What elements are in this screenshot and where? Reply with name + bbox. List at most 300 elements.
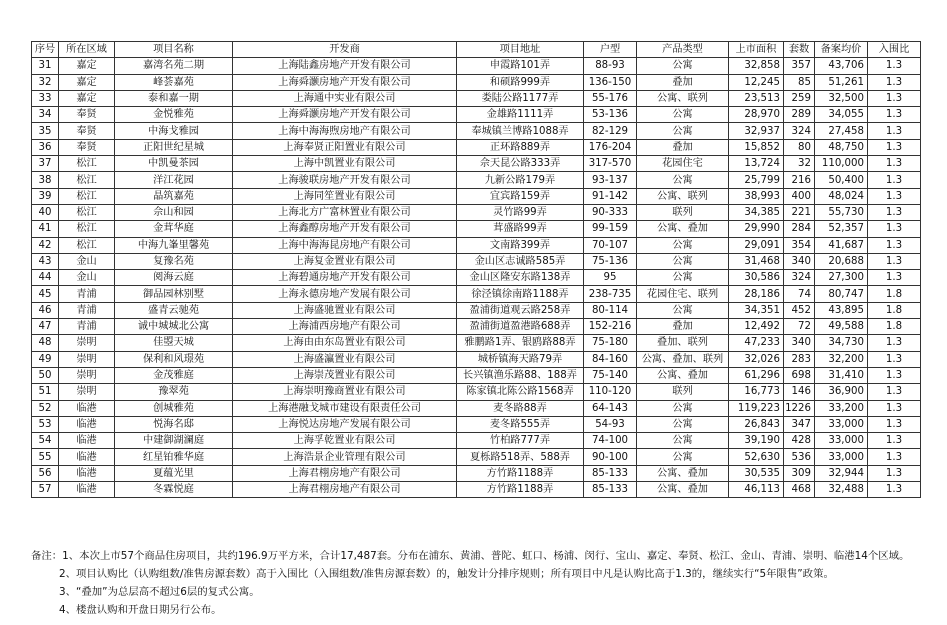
col-units-cell: 324 [784, 123, 815, 139]
col-product-type-cell: 叠加 [637, 74, 729, 90]
col-district-cell: 临港 [59, 416, 115, 432]
col-developer-cell: 上海陆鑫房地产开发有限公司 [233, 58, 457, 74]
table-row [32, 172, 921, 188]
col-address-cell: 金山区隆安东路138弄 [457, 270, 584, 286]
col-ratio-cell: 1.3 [868, 74, 921, 90]
col-developer-cell: 上海由由东岛置业有限公司 [233, 335, 457, 351]
note-3: 3、“叠加”为总层高不超过6层的复式公寓。 [59, 586, 260, 598]
col-avg-price-cell: 43,706 [815, 58, 868, 74]
col-unit-size-cell: 91-142 [584, 188, 637, 204]
col-units-cell: 536 [784, 449, 815, 465]
col-address-cell: 正环路889弄 [457, 139, 584, 155]
col-district-cell: 奉贤 [59, 107, 115, 123]
note-1: 备注：1、本次上市57个商品住房项目，共约196.9万平方米，合计17,487套。分布在浦东、黄浦、普陀、虹口、杨浦、闵行、宝山、嘉定、奉贤、松江、金山、青浦、崇明、临港14个区域。 [31, 550, 910, 562]
col-seq-cell: 39 [32, 188, 59, 204]
col-avg-price-cell: 51,261 [815, 74, 868, 90]
col-ratio-cell: 1.3 [868, 400, 921, 416]
table-body [32, 58, 921, 498]
col-seq-cell: 45 [32, 286, 59, 302]
col-product-type-header: 产品类型 [637, 42, 729, 58]
col-project-name-cell: 复豫名苑 [115, 253, 233, 269]
col-developer-cell: 上海同笙置业有限公司 [233, 188, 457, 204]
col-area-header: 上市面积 [729, 42, 784, 58]
col-product-type-cell: 叠加、联列 [637, 335, 729, 351]
col-avg-price-cell: 33,000 [815, 449, 868, 465]
col-project-name-cell: 中建御湖澜庭 [115, 433, 233, 449]
col-district-cell: 临港 [59, 482, 115, 498]
col-district-cell: 崇明 [59, 351, 115, 367]
col-avg-price-cell: 31,410 [815, 367, 868, 383]
col-product-type-cell: 公寓 [637, 123, 729, 139]
col-units-cell: 354 [784, 237, 815, 253]
col-district-cell: 嘉定 [59, 90, 115, 106]
note-2: 2、项目认购比（认购组数/准售房源套数）高于入围比（入围组数/准售房源套数）的，触发计分排序规则；所有项目中凡是认购比高于1.3的，继续实行“5年限售”政策。 [59, 568, 834, 580]
col-developer-cell: 上海崇明豫商置业有限公司 [233, 384, 457, 400]
col-ratio-cell: 1.8 [868, 286, 921, 302]
col-district-cell: 崇明 [59, 384, 115, 400]
col-unit-size-cell: 75-136 [584, 253, 637, 269]
col-ratio-cell: 1.3 [868, 416, 921, 432]
col-address-cell: 雅鹏路1弄、银鸥路88弄 [457, 335, 584, 351]
col-ratio-cell: 1.8 [868, 319, 921, 335]
col-ratio-cell: 1.3 [868, 90, 921, 106]
col-seq-cell: 46 [32, 302, 59, 318]
col-product-type-cell: 公寓 [637, 172, 729, 188]
table-row [32, 449, 921, 465]
col-district-cell: 奉贤 [59, 139, 115, 155]
table-row [32, 270, 921, 286]
col-seq-header: 序号 [32, 42, 59, 58]
col-units-cell: 1226 [784, 400, 815, 416]
col-product-type-cell: 公寓 [637, 253, 729, 269]
col-area-cell: 13,724 [729, 156, 784, 172]
col-product-type-cell: 公寓 [637, 302, 729, 318]
col-address-cell: 灵竹路99弄 [457, 204, 584, 220]
note-4: 4、楼盘认购和开盘日期另行公布。 [59, 604, 222, 616]
col-area-cell: 38,993 [729, 188, 784, 204]
table-row [32, 335, 921, 351]
col-address-header: 项目地址 [457, 42, 584, 58]
col-district-cell: 临港 [59, 433, 115, 449]
col-area-cell: 29,091 [729, 237, 784, 253]
col-area-cell: 119,223 [729, 400, 784, 416]
table-row [32, 204, 921, 220]
col-seq-cell: 56 [32, 465, 59, 481]
col-unit-size-cell: 54-93 [584, 416, 637, 432]
col-ratio-header: 入围比 [868, 42, 921, 58]
col-project-name-cell: 金茸华庭 [115, 221, 233, 237]
col-ratio-cell: 1.3 [868, 367, 921, 383]
col-address-cell: 文南路399弄 [457, 237, 584, 253]
col-area-cell: 32,026 [729, 351, 784, 367]
col-avg-price-cell: 55,730 [815, 204, 868, 220]
col-project-name-cell: 嘉湾名苑二期 [115, 58, 233, 74]
table-row [32, 123, 921, 139]
col-project-name-cell: 诚中城城北公寓 [115, 319, 233, 335]
col-project-name-cell: 红星铂雅华庭 [115, 449, 233, 465]
table-row [32, 286, 921, 302]
col-district-cell: 奉贤 [59, 123, 115, 139]
col-seq-cell: 37 [32, 156, 59, 172]
table-row [32, 433, 921, 449]
col-units-cell: 85 [784, 74, 815, 90]
col-address-cell: 城桥镇海天路79弄 [457, 351, 584, 367]
table-row [32, 90, 921, 106]
col-project-name-cell: 正阳世纪星城 [115, 139, 233, 155]
col-area-cell: 12,245 [729, 74, 784, 90]
table-row [32, 367, 921, 383]
col-project-name-cell: 盛青云驰苑 [115, 302, 233, 318]
col-seq-cell: 43 [32, 253, 59, 269]
col-unit-size-cell: 95 [584, 270, 637, 286]
col-product-type-cell: 公寓、联列 [637, 188, 729, 204]
col-product-type-cell: 公寓 [637, 400, 729, 416]
col-ratio-cell: 1.3 [868, 172, 921, 188]
col-area-cell: 28,186 [729, 286, 784, 302]
col-seq-cell: 57 [32, 482, 59, 498]
col-seq-cell: 34 [32, 107, 59, 123]
col-unit-size-cell: 64-143 [584, 400, 637, 416]
col-address-cell: 盈浦街道盈港路688弄 [457, 319, 584, 335]
col-units-cell: 72 [784, 319, 815, 335]
col-area-cell: 46,113 [729, 482, 784, 498]
col-project-name-cell: 中凯曼茶园 [115, 156, 233, 172]
col-district-cell: 崇明 [59, 335, 115, 351]
col-ratio-cell: 1.3 [868, 156, 921, 172]
col-developer-cell: 上海鑫醇房地产开发有限公司 [233, 221, 457, 237]
col-developer-cell: 上海悦达房地产发展有限公司 [233, 416, 457, 432]
col-project-name-cell: 阅海云庭 [115, 270, 233, 286]
col-district-cell: 嘉定 [59, 58, 115, 74]
table-row [32, 58, 921, 74]
col-unit-size-cell: 99-159 [584, 221, 637, 237]
col-district-cell: 青浦 [59, 302, 115, 318]
col-unit-size-cell: 238-735 [584, 286, 637, 302]
col-product-type-cell: 公寓 [637, 433, 729, 449]
col-area-cell: 26,843 [729, 416, 784, 432]
table-row [32, 253, 921, 269]
table-row [32, 465, 921, 481]
col-avg-price-cell: 34,055 [815, 107, 868, 123]
col-avg-price-cell: 32,500 [815, 90, 868, 106]
col-seq-cell: 42 [32, 237, 59, 253]
col-address-cell: 金雄路1111弄 [457, 107, 584, 123]
col-units-cell: 221 [784, 204, 815, 220]
col-project-name-header: 项目名称 [115, 42, 233, 58]
col-district-cell: 金山 [59, 253, 115, 269]
col-seq-cell: 41 [32, 221, 59, 237]
table-row [32, 351, 921, 367]
col-unit-size-cell: 176-204 [584, 139, 637, 155]
col-units-cell: 216 [784, 172, 815, 188]
col-project-name-cell: 创城雅苑 [115, 400, 233, 416]
col-units-cell: 80 [784, 139, 815, 155]
col-project-name-cell: 佳曌天城 [115, 335, 233, 351]
col-address-cell: 麦冬路555弄 [457, 416, 584, 432]
col-developer-cell: 上海港融戈城市建设有限责任公司 [233, 400, 457, 416]
col-units-cell: 357 [784, 58, 815, 74]
col-product-type-cell: 公寓 [637, 449, 729, 465]
col-unit-size-cell: 82-129 [584, 123, 637, 139]
col-seq-cell: 50 [32, 367, 59, 383]
col-avg-price-cell: 27,458 [815, 123, 868, 139]
col-ratio-cell: 1.3 [868, 433, 921, 449]
col-address-cell: 娄陆公路1177弄 [457, 90, 584, 106]
col-product-type-cell: 联列 [637, 204, 729, 220]
col-unit-size-header: 户型 [584, 42, 637, 58]
col-area-cell: 34,351 [729, 302, 784, 318]
col-unit-size-cell: 152-216 [584, 319, 637, 335]
col-developer-cell: 上海中海海煦房地产有限公司 [233, 123, 457, 139]
col-product-type-cell: 花园住宅 [637, 156, 729, 172]
col-product-type-cell: 公寓 [637, 270, 729, 286]
col-area-cell: 28,970 [729, 107, 784, 123]
col-seq-cell: 51 [32, 384, 59, 400]
col-address-cell: 竹柏路777弄 [457, 433, 584, 449]
col-ratio-cell: 1.3 [868, 107, 921, 123]
col-address-cell: 麦冬路88弄 [457, 400, 584, 416]
col-address-cell: 方竹路1188弄 [457, 465, 584, 481]
col-developer-cell: 上海碧通房地产开发有限公司 [233, 270, 457, 286]
col-address-cell: 方竹路1188弄 [457, 482, 584, 498]
col-project-name-cell: 金悦雅苑 [115, 107, 233, 123]
col-seq-cell: 44 [32, 270, 59, 286]
col-product-type-cell: 公寓 [637, 58, 729, 74]
col-seq-cell: 36 [32, 139, 59, 155]
table-row [32, 416, 921, 432]
col-units-cell: 340 [784, 253, 815, 269]
col-district-cell: 临港 [59, 400, 115, 416]
col-area-cell: 15,852 [729, 139, 784, 155]
col-avg-price-cell: 43,895 [815, 302, 868, 318]
col-seq-cell: 47 [32, 319, 59, 335]
col-avg-price-cell: 52,357 [815, 221, 868, 237]
col-ratio-cell: 1.3 [868, 335, 921, 351]
col-unit-size-cell: 55-176 [584, 90, 637, 106]
col-project-name-cell: 夏蕴光里 [115, 465, 233, 481]
col-area-cell: 23,513 [729, 90, 784, 106]
col-units-cell: 289 [784, 107, 815, 123]
col-project-name-cell: 金茂雅庭 [115, 367, 233, 383]
col-address-cell: 金山区志诚路585弄 [457, 253, 584, 269]
col-avg-price-cell: 33,200 [815, 400, 868, 416]
table-row [32, 482, 921, 498]
col-ratio-cell: 1.3 [868, 465, 921, 481]
col-ratio-cell: 1.3 [868, 58, 921, 74]
col-units-cell: 340 [784, 335, 815, 351]
col-developer-cell: 上海浩景企业管理有限公司 [233, 449, 457, 465]
col-units-cell: 283 [784, 351, 815, 367]
col-seq-cell: 35 [32, 123, 59, 139]
col-product-type-cell: 叠加 [637, 319, 729, 335]
col-project-name-cell: 中海九峯里馨苑 [115, 237, 233, 253]
col-district-cell: 崇明 [59, 367, 115, 383]
col-units-cell: 324 [784, 270, 815, 286]
col-project-name-cell: 佘山和园 [115, 204, 233, 220]
col-developer-cell: 上海君栩房地产有限公司 [233, 465, 457, 481]
col-developer-cell: 上海奉贤正阳置业有限公司 [233, 139, 457, 155]
table-row [32, 319, 921, 335]
col-unit-size-cell: 110-120 [584, 384, 637, 400]
col-address-cell: 陈家镇北陈公路1568弄 [457, 384, 584, 400]
col-district-cell: 青浦 [59, 286, 115, 302]
col-address-cell: 奉城镇兰博路1088弄 [457, 123, 584, 139]
col-unit-size-cell: 75-140 [584, 367, 637, 383]
col-product-type-cell: 公寓、联列 [637, 90, 729, 106]
col-units-header: 套数 [784, 42, 815, 58]
col-avg-price-cell: 32,488 [815, 482, 868, 498]
col-area-cell: 25,799 [729, 172, 784, 188]
col-avg-price-cell: 50,400 [815, 172, 868, 188]
col-address-cell: 申霞路101弄 [457, 58, 584, 74]
col-district-cell: 松江 [59, 172, 115, 188]
col-address-cell: 宜宾路159弄 [457, 188, 584, 204]
col-unit-size-cell: 85-133 [584, 482, 637, 498]
col-ratio-cell: 1.3 [868, 204, 921, 220]
col-avg-price-cell: 32,944 [815, 465, 868, 481]
table-row [32, 107, 921, 123]
col-district-cell: 松江 [59, 188, 115, 204]
col-developer-cell: 上海崇茂置业有限公司 [233, 367, 457, 383]
col-unit-size-cell: 90-100 [584, 449, 637, 465]
col-unit-size-cell: 53-136 [584, 107, 637, 123]
col-area-cell: 34,385 [729, 204, 784, 220]
table-row [32, 400, 921, 416]
col-developer-cell: 上海骏联房地产开发有限公司 [233, 172, 457, 188]
col-developer-cell: 上海舜灏房地产开发有限公司 [233, 107, 457, 123]
col-avg-price-cell: 33,000 [815, 416, 868, 432]
col-address-cell: 和硕路999弄 [457, 74, 584, 90]
col-seq-cell: 38 [32, 172, 59, 188]
col-address-cell: 徐泾镇徐南路1188弄 [457, 286, 584, 302]
col-avg-price-cell: 80,747 [815, 286, 868, 302]
col-area-cell: 12,492 [729, 319, 784, 335]
col-avg-price-cell: 49,588 [815, 319, 868, 335]
col-area-cell: 32,937 [729, 123, 784, 139]
table-row [32, 156, 921, 172]
col-area-cell: 61,296 [729, 367, 784, 383]
col-project-name-cell: 御品园林别墅 [115, 286, 233, 302]
col-seq-cell: 40 [32, 204, 59, 220]
table-row [32, 139, 921, 155]
col-area-cell: 52,630 [729, 449, 784, 465]
col-project-name-cell: 中海戈雅园 [115, 123, 233, 139]
col-address-cell: 九新公路179弄 [457, 172, 584, 188]
col-ratio-cell: 1.3 [868, 482, 921, 498]
table-row [32, 221, 921, 237]
table-row [32, 384, 921, 400]
col-developer-header: 开发商 [233, 42, 457, 58]
col-avg-price-cell: 48,750 [815, 139, 868, 155]
col-avg-price-cell: 27,300 [815, 270, 868, 286]
col-units-cell: 468 [784, 482, 815, 498]
col-avg-price-cell: 33,000 [815, 433, 868, 449]
col-district-cell: 松江 [59, 237, 115, 253]
col-project-name-cell: 峰荟嘉苑 [115, 74, 233, 90]
col-ratio-cell: 1.3 [868, 221, 921, 237]
col-avg-price-cell: 36,900 [815, 384, 868, 400]
col-developer-cell: 上海永德房地产发展有限公司 [233, 286, 457, 302]
header-row [32, 42, 921, 58]
col-ratio-cell: 1.3 [868, 270, 921, 286]
col-seq-cell: 32 [32, 74, 59, 90]
col-product-type-cell: 公寓、叠加 [637, 367, 729, 383]
col-project-name-cell: 洋江花园 [115, 172, 233, 188]
housing-project-table [31, 41, 921, 498]
col-unit-size-cell: 85-133 [584, 465, 637, 481]
col-project-name-cell: 悦海名邸 [115, 416, 233, 432]
col-product-type-cell: 公寓、叠加 [637, 221, 729, 237]
table-header [32, 42, 921, 58]
col-seq-cell: 49 [32, 351, 59, 367]
col-district-cell: 青浦 [59, 319, 115, 335]
col-developer-cell: 上海盛驰置业有限公司 [233, 302, 457, 318]
col-developer-cell: 上海中凯置业有限公司 [233, 156, 457, 172]
col-product-type-cell: 公寓 [637, 416, 729, 432]
col-unit-size-cell: 88-93 [584, 58, 637, 74]
col-area-cell: 47,233 [729, 335, 784, 351]
col-area-cell: 29,990 [729, 221, 784, 237]
col-units-cell: 284 [784, 221, 815, 237]
col-area-cell: 31,468 [729, 253, 784, 269]
col-ratio-cell: 1.3 [868, 139, 921, 155]
col-developer-cell: 上海中海海昆房地产有限公司 [233, 237, 457, 253]
col-developer-cell: 上海盛瀛置业有限公司 [233, 351, 457, 367]
col-district-cell: 松江 [59, 221, 115, 237]
col-address-cell: 茸盛路99弄 [457, 221, 584, 237]
col-district-cell: 金山 [59, 270, 115, 286]
col-address-cell: 盈浦街道观云路258弄 [457, 302, 584, 318]
col-seq-cell: 54 [32, 433, 59, 449]
col-address-cell: 佘天昆公路333弄 [457, 156, 584, 172]
col-product-type-cell: 花园住宅、联列 [637, 286, 729, 302]
col-area-cell: 30,586 [729, 270, 784, 286]
col-product-type-cell: 公寓、叠加 [637, 465, 729, 481]
table-row [32, 237, 921, 253]
col-units-cell: 259 [784, 90, 815, 106]
col-area-cell: 30,535 [729, 465, 784, 481]
col-product-type-cell: 公寓、叠加 [637, 482, 729, 498]
col-unit-size-cell: 70-107 [584, 237, 637, 253]
col-developer-cell: 上海复金置业有限公司 [233, 253, 457, 269]
col-district-cell: 临港 [59, 465, 115, 481]
col-avg-price-cell: 41,687 [815, 237, 868, 253]
col-developer-cell: 上海北方广富林置业有限公司 [233, 204, 457, 220]
col-product-type-cell: 叠加 [637, 139, 729, 155]
col-developer-cell: 上海君栩房地产有限公司 [233, 482, 457, 498]
col-ratio-cell: 1.3 [868, 449, 921, 465]
col-address-cell: 夏栎路518弄、588弄 [457, 449, 584, 465]
col-ratio-cell: 1.3 [868, 188, 921, 204]
col-ratio-cell: 1.3 [868, 123, 921, 139]
col-seq-cell: 31 [32, 58, 59, 74]
col-unit-size-cell: 136-150 [584, 74, 637, 90]
col-seq-cell: 53 [32, 416, 59, 432]
col-units-cell: 74 [784, 286, 815, 302]
col-units-cell: 452 [784, 302, 815, 318]
col-seq-cell: 33 [32, 90, 59, 106]
col-units-cell: 32 [784, 156, 815, 172]
col-developer-cell: 上海浦西房地产有限公司 [233, 319, 457, 335]
col-project-name-cell: 保利和风璟苑 [115, 351, 233, 367]
col-ratio-cell: 1.3 [868, 351, 921, 367]
col-area-cell: 16,773 [729, 384, 784, 400]
col-developer-cell: 上海舜灏房地产开发有限公司 [233, 74, 457, 90]
col-district-cell: 嘉定 [59, 74, 115, 90]
col-unit-size-cell: 93-137 [584, 172, 637, 188]
col-avg-price-cell: 20,688 [815, 253, 868, 269]
col-units-cell: 146 [784, 384, 815, 400]
